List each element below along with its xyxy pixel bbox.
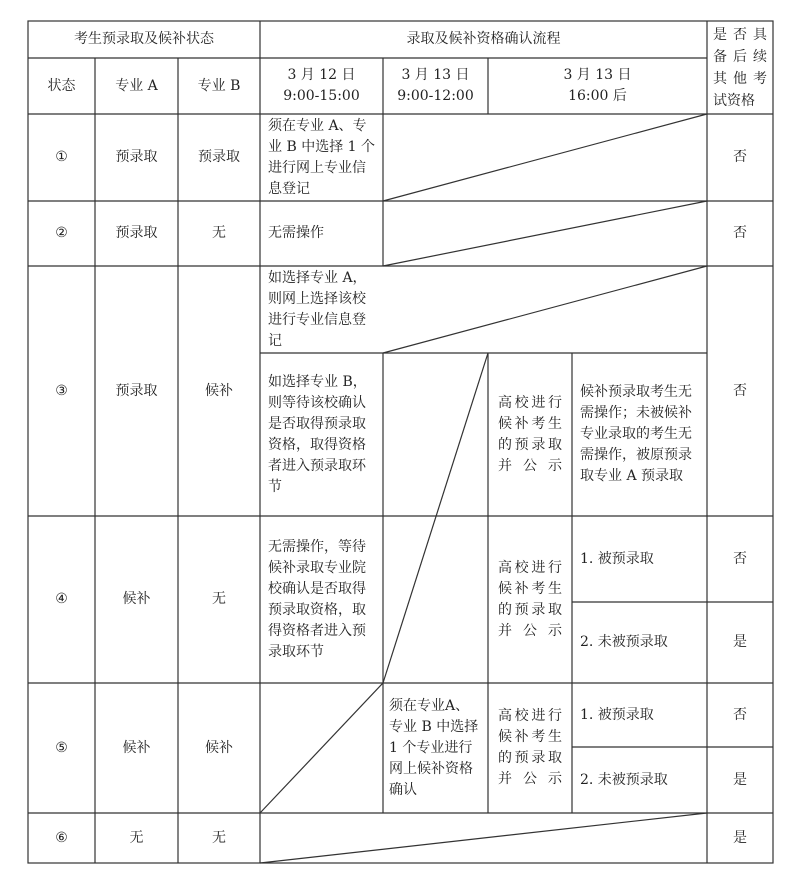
row6-major-b: 无 [212, 829, 226, 846]
row4-result-1: 1. 被预录取 [580, 550, 654, 567]
row1-step1: 须在专业 A、专业 B 中选择 1 个进行网上专业信息登记 [268, 117, 375, 197]
diagonal-strike [383, 353, 488, 683]
row1-major-a: 预录取 [115, 149, 158, 165]
row6-other: 是 [733, 829, 747, 846]
row5-result-2: 2. 未被预录取 [580, 771, 668, 788]
row1-other: 否 [733, 149, 747, 165]
row4-other-1: 否 [733, 550, 747, 567]
row2-step1: 无需操作 [268, 225, 324, 241]
row4-step3: 高校进行候补考生的预录取并公示 [498, 559, 562, 639]
row5-major-b: 候补 [205, 739, 233, 756]
row5-step3: 高校进行候补考生的预录取并公示 [498, 708, 562, 787]
header-date-1: 3 月 12 日 9:00-15:00 [283, 67, 360, 104]
row5-other-2: 是 [733, 771, 747, 788]
row2-major-a: 预录取 [115, 225, 158, 241]
row4-major-a: 候补 [122, 591, 151, 607]
row6-status: ⑥ [55, 829, 68, 846]
table-border [28, 21, 773, 863]
row2-other: 否 [733, 225, 747, 241]
header-major-a: 专业 A [115, 77, 158, 94]
row4-major-b: 无 [212, 591, 226, 607]
row1-status: ① [55, 149, 68, 165]
header-date-3: 3 月 13 日 16:00 后 [563, 67, 632, 104]
diagonal-strike [383, 114, 707, 201]
row5-major-a: 候补 [122, 739, 151, 756]
row3-step4: 候补预录取考生无需操作；未被候补专业录取的考生无需操作，被原预录取专业 A 预录取 [580, 384, 692, 484]
row3-status: ③ [55, 382, 68, 399]
row5-result-1: 1. 被预录取 [580, 706, 654, 723]
row5-other-1: 否 [733, 706, 747, 723]
diagonal-strike [383, 266, 707, 353]
row4-other-2: 是 [733, 634, 747, 650]
header-group-other: 是否具备后续其他考试资格 [713, 26, 767, 109]
row3-step1-option-a: 如选择专业 A，则网上选择该校进行专业信息登记 [268, 269, 367, 349]
row2-status: ② [55, 225, 68, 241]
diagonal-strike [260, 683, 383, 813]
header-group-process: 录取及候补资格确认流程 [406, 31, 561, 47]
header-status: 状态 [47, 77, 76, 94]
row4-step1: 无需操作，等待候补录取专业院校确认是否取得预录取资格，取得资格者进入预录取环节 [268, 538, 366, 660]
row3-step3: 高校进行候补考生的预录取并公示 [498, 394, 562, 474]
row5-step2: 须在专业A、专业 B 中选择 1 个专业进行网上候补资格确认 [389, 697, 479, 798]
row6-major-a: 无 [129, 829, 144, 846]
diagonal-strike [260, 813, 707, 863]
header-date-2: 3 月 13 日 9:00-12:00 [397, 67, 474, 104]
row4-status: ④ [55, 591, 68, 607]
row1-major-b: 预录取 [198, 149, 240, 165]
row2-major-b: 无 [212, 225, 226, 241]
diagonal-strike [383, 201, 707, 266]
header-group-status: 考生预录取及候补状态 [74, 31, 214, 47]
row3-major-b: 候补 [205, 382, 233, 399]
row3-step1-option-b: 如选择专业 B，则等待该校确认是否取得预录取资格，取得资格者进入预录取环节 [268, 373, 367, 495]
header-major-b: 专业 B [197, 77, 241, 94]
row3-major-a: 预录取 [115, 382, 158, 399]
row4-result-2: 2. 未被预录取 [580, 634, 668, 650]
row5-status: ⑤ [55, 739, 68, 756]
row3-other: 否 [733, 382, 747, 399]
